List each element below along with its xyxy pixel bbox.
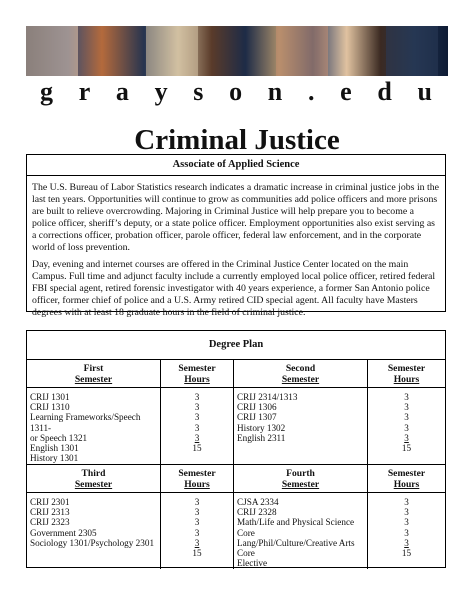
course-item: English 1301 xyxy=(30,443,79,454)
course-item: or Speech 1321 xyxy=(30,432,88,443)
semester-row xyxy=(27,465,445,569)
semester-courses-cell xyxy=(27,360,161,464)
course-item: CRIJ 1306 xyxy=(237,402,277,413)
domain-letter: u xyxy=(417,77,434,106)
hours-header-line: Semester xyxy=(178,363,216,374)
hours-value: 3 xyxy=(404,527,409,538)
domain-letter: y xyxy=(154,77,170,106)
course-item: History 1302 xyxy=(237,422,286,433)
semester-header xyxy=(234,360,367,388)
course-list xyxy=(27,388,160,463)
domain-letter: r xyxy=(78,77,93,106)
course-item: CRIJ 2314/1313 xyxy=(237,392,298,402)
program-description-box xyxy=(26,154,446,319)
course-item: Lang/Phil/Culture/Creative Arts Core xyxy=(237,537,355,559)
course-list xyxy=(27,493,160,548)
hours-header xyxy=(161,465,233,493)
degree-heading: Associate of Applied Science xyxy=(27,155,445,176)
semester-label: Semester xyxy=(281,479,320,490)
domain-letter: n xyxy=(267,77,285,106)
degree-plan-grid xyxy=(27,360,445,569)
hours-value: 3 xyxy=(404,412,409,423)
hours-value: 3 xyxy=(194,497,200,507)
hours-value: 3 xyxy=(404,392,409,402)
hours-list xyxy=(368,493,445,558)
semester-header xyxy=(27,465,160,493)
hours-value: 3 xyxy=(194,402,200,413)
course-item: CRIJ 2328 xyxy=(237,507,277,518)
semester-hours-cell xyxy=(161,465,234,569)
domain-letter: o xyxy=(229,77,245,106)
course-item: CRIJ 2323 xyxy=(30,517,70,528)
hours-header xyxy=(368,360,445,388)
hours-value: 3 xyxy=(194,537,200,548)
course-item: Math/Life and Physical Science Core xyxy=(237,517,355,538)
hours-header xyxy=(161,360,233,388)
course-list xyxy=(234,493,367,568)
hours-header-line: Semester xyxy=(387,363,426,374)
hours-value: 3 xyxy=(404,497,409,507)
semester-label: Semester xyxy=(74,374,113,385)
hours-total: 15 xyxy=(192,548,202,559)
banner-photo-segment xyxy=(276,26,328,76)
course-item: Government 2305 xyxy=(30,527,97,538)
domain-letter: s xyxy=(193,77,206,106)
hours-value: 3 xyxy=(194,412,200,423)
course-item: CRIJ 1301 xyxy=(30,392,70,402)
banner-photo-segment xyxy=(146,26,198,76)
domain-letter: e xyxy=(340,77,354,106)
hours-list xyxy=(368,388,445,453)
semester-header xyxy=(27,360,160,388)
course-list xyxy=(234,388,367,443)
hours-value: 3 xyxy=(194,527,200,538)
hours-header-label: Hours xyxy=(393,374,420,385)
hours-header-label: Hours xyxy=(393,479,420,490)
semester-courses-cell xyxy=(234,465,368,569)
course-item: English 2311 xyxy=(237,432,286,443)
hours-total: 15 xyxy=(192,443,202,454)
header-banner-photo xyxy=(26,26,448,76)
banner-photo-segment xyxy=(386,26,438,76)
description-paragraph: The U.S. Bureau of Labor Statistics research indicates a dramatic increase in criminal justice jobs in the last ten years. Opportunities will continue to grow as communities add police officers and more prisons are built to relieve overcrowding. Majoring in Criminal Justice will help prepare you to become a police officer, sheriff’s deputy, or a state police officer. Employment opportunities also exist serving as a corrections officer, probation officer, parole officer, federal law enforcement, and in the corporate world of loss prevention. xyxy=(32,182,439,253)
course-item: CJSA 2334 xyxy=(237,497,279,507)
course-item: Sociology 1301/Psychology 2301 xyxy=(30,537,155,548)
semester-hours-cell xyxy=(368,360,445,464)
hours-value: 3 xyxy=(404,507,409,518)
banner-photo-segment xyxy=(26,26,78,76)
degree-plan-table xyxy=(26,330,446,568)
semester-name: First xyxy=(83,363,104,374)
domain-letter: g xyxy=(40,77,55,106)
hours-value: 3 xyxy=(404,537,409,548)
hours-header-line: Semester xyxy=(387,468,426,479)
domain-wordmark xyxy=(26,78,448,106)
semester-name: Third xyxy=(81,468,106,479)
hours-list xyxy=(161,493,233,558)
hours-value: 3 xyxy=(194,422,200,433)
hours-value: 3 xyxy=(404,402,409,413)
page-title: Criminal Justice xyxy=(134,124,340,156)
course-item: CRIJ 1310 xyxy=(30,402,70,413)
hours-value: 3 xyxy=(194,392,200,402)
hours-header-line: Semester xyxy=(178,468,216,479)
description-paragraph: Day, evening and internet courses are offered in the Criminal Justice Center located on the main Campus. Full time and adjunct faculty include a currently employed local police officer, retired federal FBI special agent, retired forensic investigator with 40 years experience, a former San Antonio police officer, former chief of police and a U.S. Army retired CID special agent. All faculty have Masters degrees with at least 18 graduate hours in the field of criminal justice. xyxy=(32,259,436,319)
semester-label: Semester xyxy=(281,374,320,385)
semester-name: Second xyxy=(285,363,316,374)
hours-total: 15 xyxy=(401,443,412,454)
course-item: CRIJ 1307 xyxy=(237,412,277,423)
course-item: Learning Frameworks/Speech 1311- xyxy=(30,412,141,433)
course-item: CRIJ 2313 xyxy=(30,507,70,518)
hours-list xyxy=(161,388,233,453)
semester-label: Semester xyxy=(74,479,113,490)
hours-total: 15 xyxy=(401,548,412,559)
hours-value: 3 xyxy=(194,507,200,518)
domain-letter: a xyxy=(115,77,131,106)
hours-value: 3 xyxy=(404,432,409,443)
semester-row xyxy=(27,360,445,465)
semester-courses-cell xyxy=(27,465,161,569)
course-item: History 1301 xyxy=(30,453,79,464)
hours-value: 3 xyxy=(194,432,200,443)
semester-header xyxy=(234,465,367,493)
semester-hours-cell xyxy=(368,465,445,569)
course-item: Elective xyxy=(237,558,268,569)
domain-letter: d xyxy=(377,77,394,106)
hours-value: 3 xyxy=(194,517,200,528)
hours-value: 3 xyxy=(404,517,409,528)
hours-header-label: Hours xyxy=(184,479,210,490)
hours-header xyxy=(368,465,445,493)
hours-value: 3 xyxy=(404,422,409,433)
semester-name: Fourth xyxy=(286,468,315,479)
semester-hours-cell xyxy=(161,360,234,464)
domain-letter: . xyxy=(307,77,317,106)
semester-courses-cell xyxy=(234,360,368,464)
course-item: CRIJ 2301 xyxy=(30,497,70,507)
degree-plan-title: Degree Plan xyxy=(27,331,445,360)
hours-header-label: Hours xyxy=(184,374,210,385)
